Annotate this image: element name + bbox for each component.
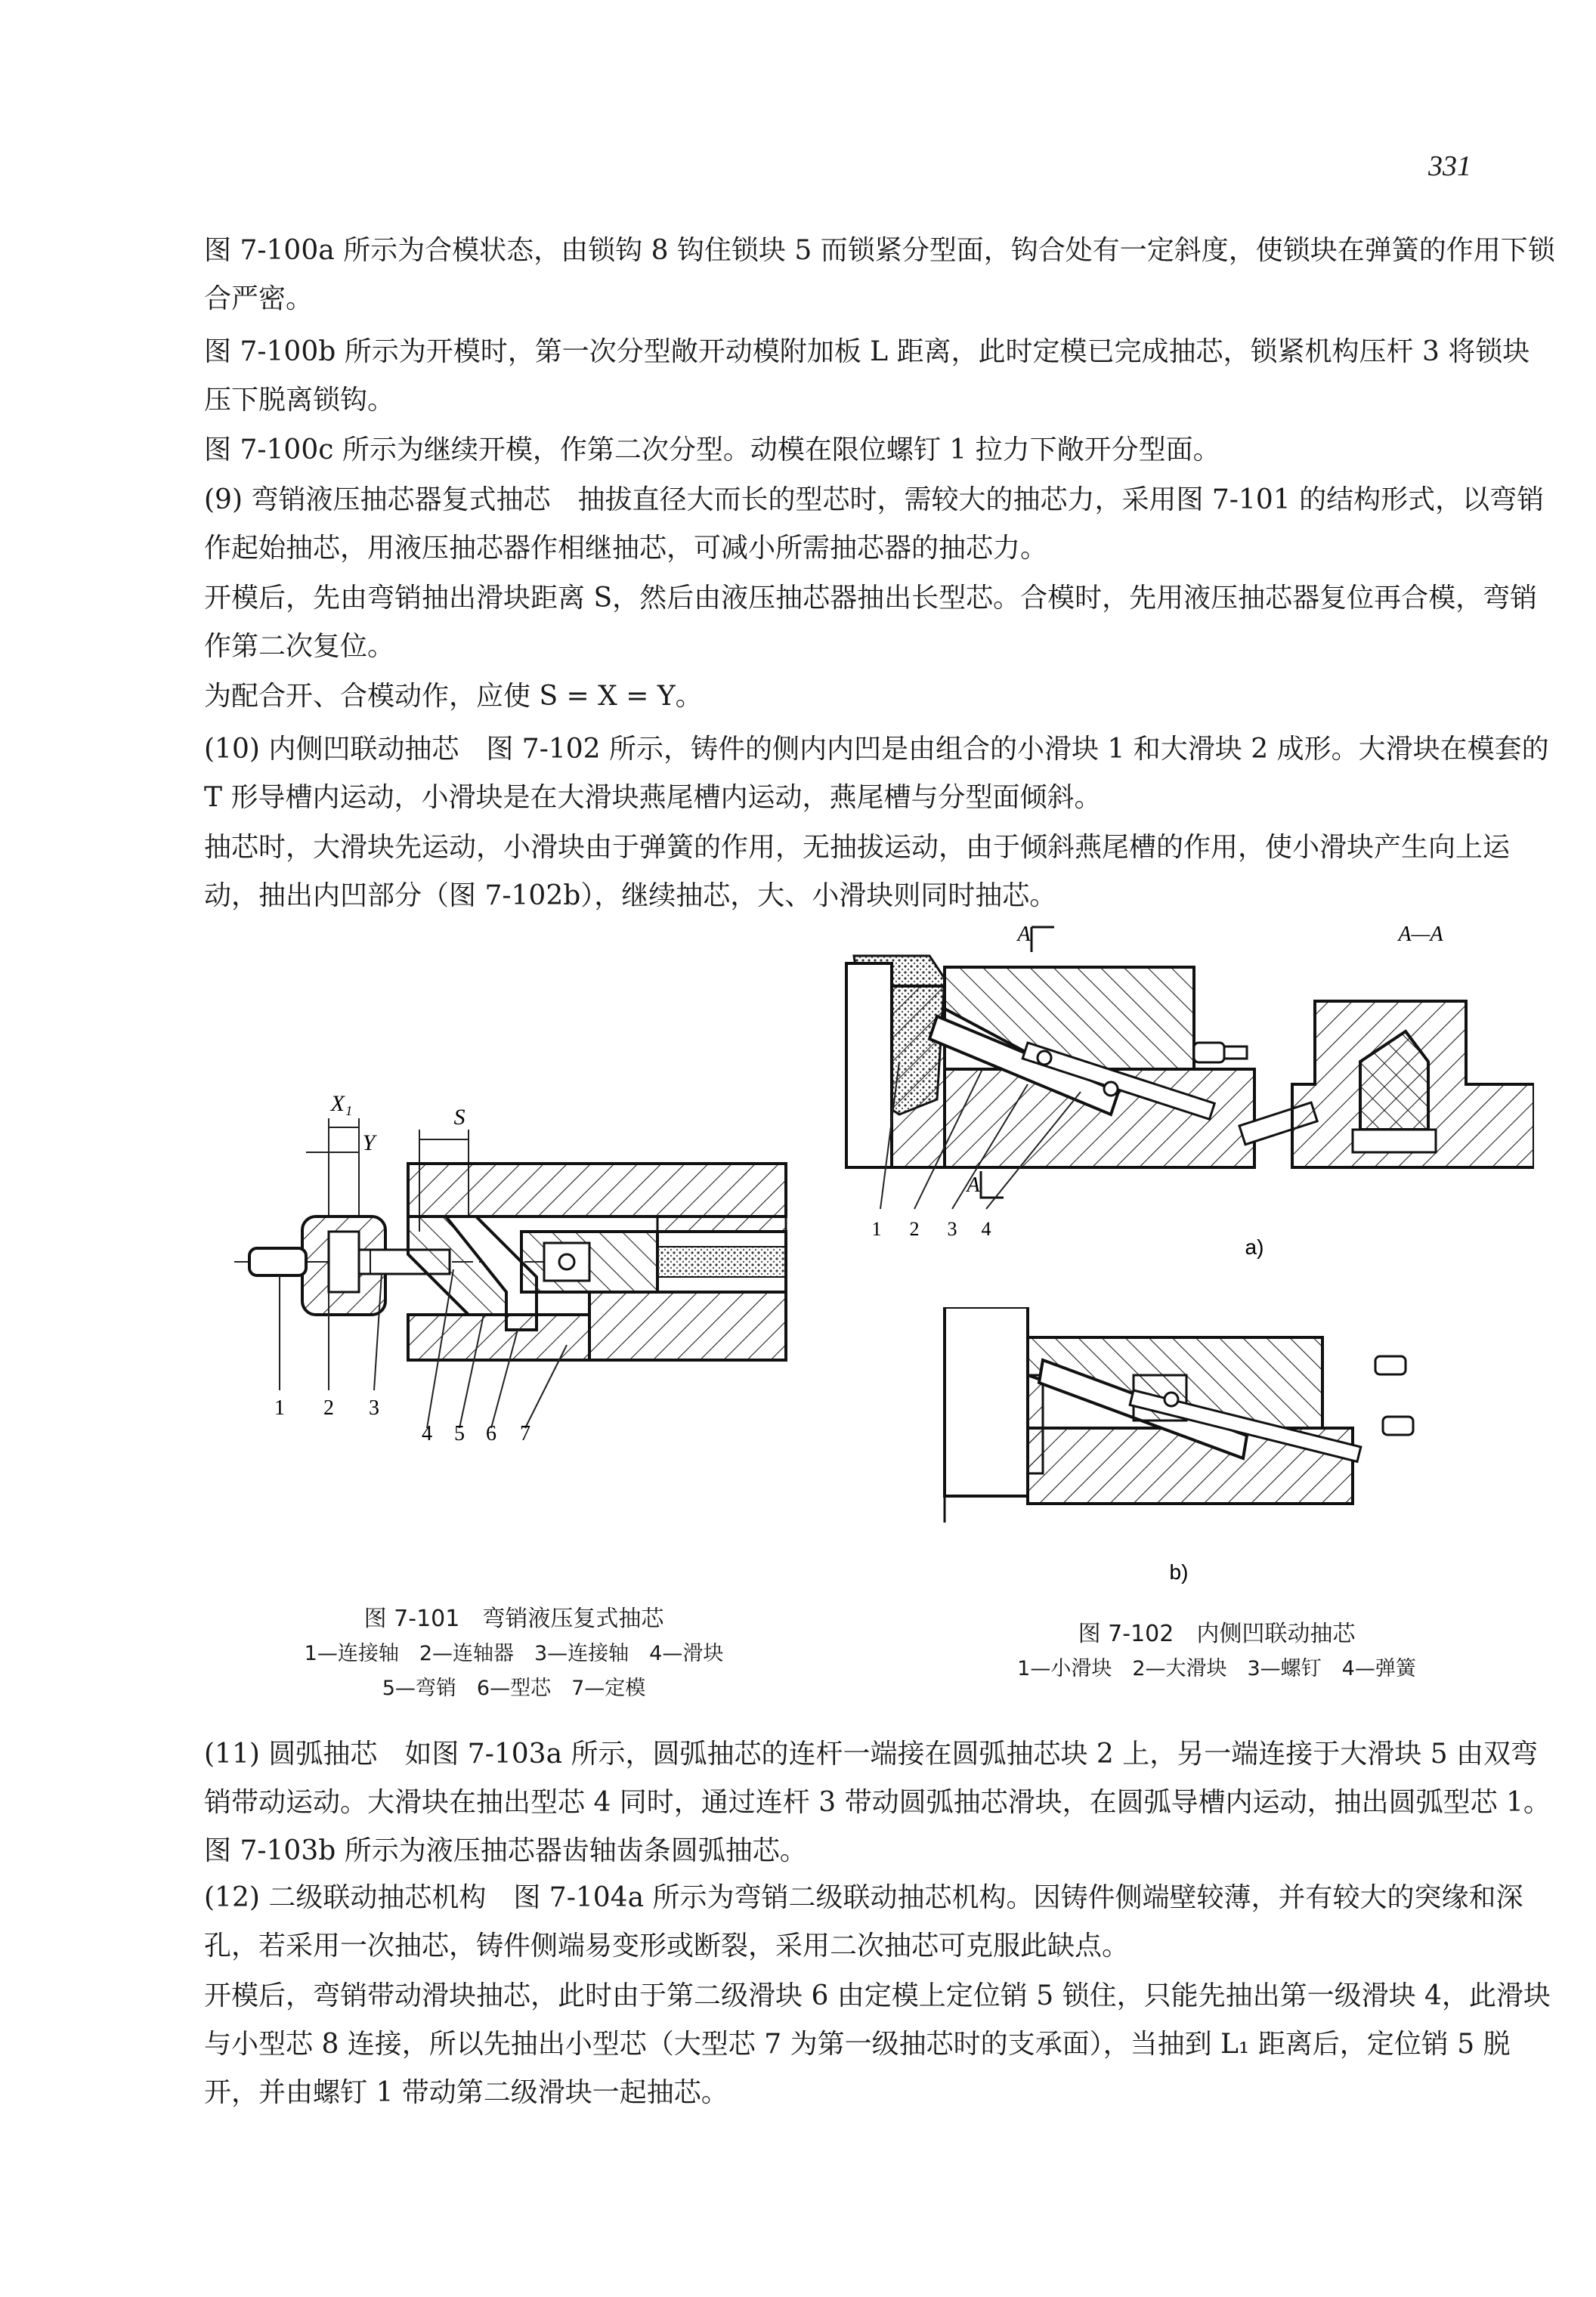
figure-7-101-drawing	[219, 1088, 793, 1443]
paragraph-core-pull: 抽芯时，大滑块先运动，小滑块由于弹簧的作用，无抽拔运动，由于倾斜燕尾槽的作用，使小滑块产生向上运动，抽出内凹部分（图 7-102b），继续抽芯，大、小滑块则同时抽芯。	[204, 832, 1511, 911]
dim-label-x1: X₁	[330, 1091, 353, 1116]
fig101-part-6: 6	[486, 1422, 496, 1443]
dim-label-y: Y	[362, 1130, 376, 1155]
figure-7-101-caption	[227, 1602, 801, 1706]
fig102-part-3: 3	[947, 1218, 957, 1240]
section-label-aa: A—A	[1398, 923, 1443, 946]
fig102-sublabel-b: b)	[1169, 1560, 1189, 1584]
paragraph-fig100a: 图 7-100a 所示为合模状态，由锁钩 8 钩住锁块 5 而锁紧分型面，钩合处有一定斜度，使锁块在弹簧的作用下锁合严密。	[204, 235, 1555, 314]
figure-7-102-caption	[907, 1617, 1526, 1686]
paragraph-two-stage: 开模后，弯销带动滑块抽芯，此时由于第二级滑块 6 由定模上定位销 5 锁住，只能先抽出第一级滑块 4，此滑块与小型芯 8 连接，所以先抽出小型芯（大型芯 7 为第一级抽芯时的支承面），当抽到 L₁ 距离后，定位销 5 脱开，并由螺钉 1 带动第二级滑块一起抽芯。	[204, 1980, 1551, 2108]
paragraph-section-10: (10) 内侧凹联动抽芯 图 7-102 所示，铸件的侧内内凹是由组合的小滑块 1 和大滑块 2 成形。大滑块在模套的 T 形导槽内运动，小滑块是在大滑块燕尾槽内运动，燕尾槽与分型面倾斜。	[204, 734, 1549, 813]
paragraph-section-12: (12) 二级联动抽芯机构 图 7-104a 所示为弯销二级联动抽芯机构。因铸件侧端壁较薄，并有较大的突缘和深孔，若采用一次抽芯，铸件侧端易变形或断裂，采用二次抽芯可克服此缺点。	[204, 1882, 1523, 1962]
paragraph-open-mold: 开模后，先由弯销抽出滑块距离 S，然后由液压抽芯器抽出长型芯。合模时，先用液压抽芯器复位再合模，弯销作第二次复位。	[204, 583, 1538, 662]
fig102-part-1: 1	[871, 1218, 882, 1240]
figure-7-102a-drawing	[831, 910, 1534, 1266]
paragraph-fig100b: 图 7-100b 所示为开模时，第一次分型敞开动模附加板 L 距离，此时定模已完成抽芯，锁紧机构压杆 3 将锁块压下脱离锁钩。	[204, 336, 1530, 416]
fig102-caption-legend: 1—小滑块 2—大滑块 3—螺钉 4—弹簧	[1017, 1657, 1416, 1680]
paragraph-equation: 为配合开、合模动作，应使 S = X = Y。	[204, 681, 703, 712]
section-mark-top: A	[1017, 923, 1031, 946]
fig102-part-2: 2	[909, 1218, 920, 1240]
figure-7-102b-drawing	[929, 1307, 1504, 1594]
fig102-part-4: 4	[981, 1218, 991, 1240]
fig101-part-3: 3	[369, 1396, 379, 1420]
fig101-part-5: 5	[454, 1422, 465, 1443]
fig101-part-2: 2	[323, 1396, 334, 1420]
fig101-part-7: 7	[520, 1422, 530, 1443]
paragraph-section-9: (9) 弯销液压抽芯器复式抽芯 抽拔直径大而长的型芯时，需较大的抽芯力，采用图 7-101 的结构形式，以弯销作起始抽芯，用液压抽芯器作相继抽芯，可减小所需抽芯器的抽芯力。	[204, 484, 1545, 564]
fig102-sublabel-a: a)	[1245, 1235, 1264, 1259]
dim-label-s: S	[453, 1105, 466, 1130]
paragraph-section-11: (11) 圆弧抽芯 如图 7-103a 所示，圆弧抽芯的连杆一端接在圆弧抽芯块 2 上，另一端连接于大滑块 5 由双弯销带动运动。大滑块在抽出型芯 4 同时，通过连杆 3 带动圆弧抽芯滑块，在圆弧导槽内运动，抽出圆弧型芯 1。图 7-103b 所示为液压抽芯器齿轴齿条圆弧抽芯。	[204, 1739, 1551, 1866]
fig101-caption-legend-1: 1—连接轴 2—连轴器 3—连接轴 4—滑块	[304, 1642, 724, 1665]
fig102-caption-title: 图 7-102 内侧凹联动抽芯	[1078, 1621, 1356, 1647]
fig101-part-1: 1	[274, 1396, 285, 1420]
paragraph-fig100c: 图 7-100c 所示为继续开模，作第二次分型。动模在限位螺钉 1 拉力下敞开分型面。	[204, 434, 1220, 465]
fig101-part-4: 4	[422, 1422, 432, 1443]
section-mark-bottom: A	[967, 1173, 980, 1197]
fig101-caption-legend-2: 5—弯销 6—型芯 7—定模	[382, 1677, 646, 1700]
fig101-caption-title: 图 7-101 弯销液压复式抽芯	[363, 1606, 664, 1632]
page-number: 331	[1428, 150, 1471, 182]
